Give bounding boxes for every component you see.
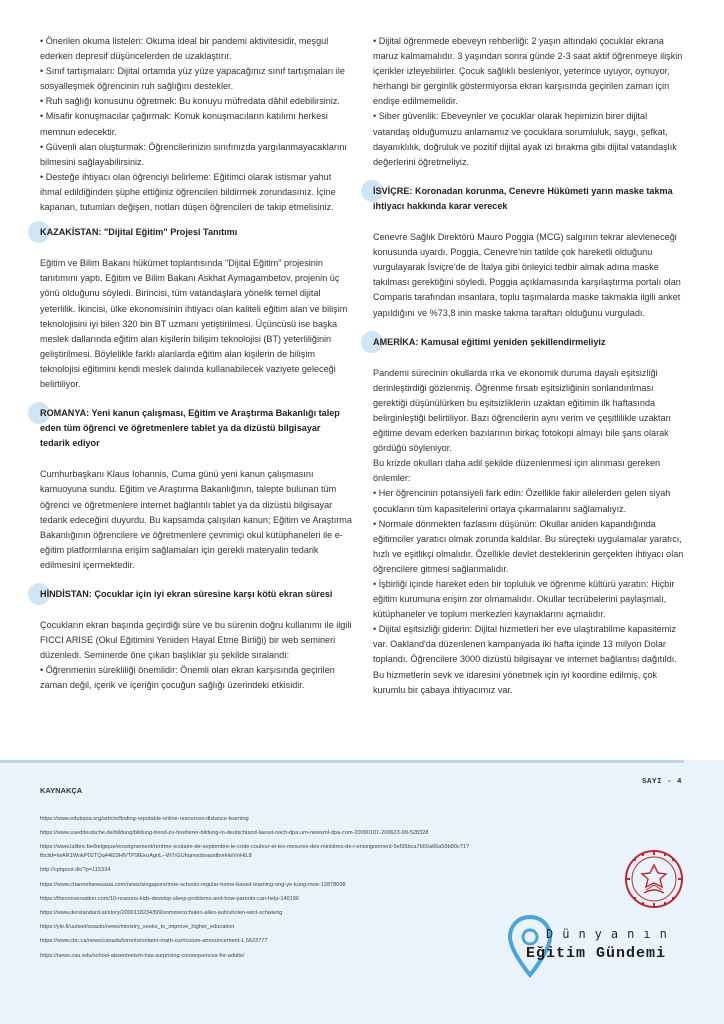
section-heading-amerika: [373, 335, 685, 350]
references-title: KAYNAKÇA: [40, 786, 83, 795]
left-column: [40, 34, 352, 694]
paragraph: Cumhurbaşkanı Klaus Iohannis, Cuma günü yeni kanun çalışmasını kamuoyuna sundu. Eğitim ve Araştırma Bakanlığının, talepte bulunan tüm öğrenci ve öğretmenlere internet bağlantılı tablet ya da dizüstü bilgisayar tedarik edeceğini duyurdu. Bu kapsamda çalışılan kanun; Eğitim ve Araştırma Bakanlığının öğrencilere ve öğretmenlere çevrimiçi okul kütüphaneleri ile e-eğitim platformlarına erişim sağlamaları için gerekli materyalin tedarik edilmesini içermektedir.: [40, 469, 352, 570]
brand-line-2: Eğitim Gündemi: [526, 945, 667, 962]
list-item: • Her öğrencinin potansiyeli fark edin: Özellikle fakir ailelerden gelen siyah çocukların tüm kapasitelerini ortaya çıkarmalarını sağlamalıyız.: [373, 488, 671, 514]
page-number: SAYI - 4: [642, 778, 683, 786]
list-item: • Dijital eşitsizliği giderin: Dijital hizmetleri her eve ulaştırabilme kapasitemiz var. Oakland'da düzenlenen kampanyada iki hafta içinde 13 milyon Dolar toplandı. Öğrencilere 3000 dizüstü bilgisayar ve internet bağlantısı dağıtıldı. Bu hizmetlerin sevk ve idaresini yönetmek için iyi koordine edilmiş, çok kurumlu bir çabaya ihtiyacımız var.: [373, 624, 677, 695]
list-item: • Dijital öğrenmede ebeveyn rehberliği: 2 yaşın altındaki çocuklar ekrana maruz kalmamalıdır. 3 yaşından sonra günde 2-3 saat aktif öğrenmeye ilişkin içerikler izleyebilirler. Çocuk sağlıklı besleniyor, yeterince uyuyor, oynuyor, herhangi bir gerginlik göstermiyorsa ekran karşısında geçirilen zaman için endişe edilmemelidir.: [373, 36, 683, 107]
right-column: [373, 34, 685, 698]
list-item: • Misafir konuşmacılar çağırmak: Konuk konuşmacıların katılımı herkesi memnun edecektir.: [40, 111, 328, 137]
footer-divider: [0, 760, 684, 763]
list-item: • Sınıf tartışmaları: Dijital ortamda yüz yüze yapacağınız sınıf tartışmaları ile sosyalleşmek öğrencinin ruh sağlığını destekler.: [40, 66, 345, 92]
heading-text: AMERİKA: Kamusal eğitimi yeniden şekillendirmeliyiz: [373, 336, 606, 347]
list-item: • İşbirliği içinde hareket eden bir topluluk ve öğrenme kültürü yaratın: Hiçbir eğitim kurumuna erişim zor olmamalıdır. Okullar tecrübelerini paylaşmalı, kütüphaneler ve toplum merkezleri kaynaklarını açmalıdır.: [373, 579, 675, 620]
ministry-seal-icon: [624, 849, 684, 909]
reference-link[interactable]: https://theconversation.com/10-reasons-kids-develop-sleep-problems-and-how-parents-can-help-140196: [40, 895, 300, 902]
list-item: • Normale dönmekten fazlasını düşünün: Okullar aniden kapandığında eğitimciler yaratıcı olmak zorunda kaldılar. Bu süreçteki uygulamalar yaratıcı, hızlı ve eşitlikçi olmalıdır. Özellikle devlet desteklerinin gerçekten ihtiyacı olan öğrencilere gitmesi sağlanmalıdır.: [373, 518, 684, 574]
heading-text: HİNDİSTAN: Çocuklar için iyi ekran süresine karşı kötü ekran süresi: [40, 589, 333, 599]
heading-text: İSVİÇRE: Koronadan korunma, Cenevre Hükûmeti yarın maske takma ihtiyacı hakkında karar verecek: [373, 185, 673, 211]
brand-line-1: Dünyanın: [546, 927, 676, 941]
section-heading-isvicre: [373, 184, 685, 214]
heading-text: ROMANYA: Yeni kanun çalışması, Eğitim ve Araştırma Bakanlığı talep eden tüm öğrenci ve öğretmenlere tablet ya da dizüstü bilgisayar tedarik ediyor: [40, 408, 340, 449]
references-list: [40, 812, 540, 963]
section-heading-hindistan: [40, 587, 352, 602]
reference-link[interactable]: https://www.cbc.ca/news/canada/toronto/ontario-math-curriculum-announcement-1.5623777: [40, 938, 268, 945]
section-heading-romanya: [40, 406, 352, 451]
reference-link[interactable]: https://www.derstandard.at/story/2000118234399/sommerschulen-alles-aufzuholen-wird-schwierig: [40, 910, 283, 917]
list-item: • Önerilen okuma listeleri: Okuma ideal bir pandemi aktivitesidir, meşgul ederken depresif düşüncelerden de uzaklaştırır.: [40, 36, 329, 62]
reference-link[interactable]: https://www.sueddeutsche.de/bildung/bildung-trend-zu-hoeherer-bildung-in-deutschland-laesst-nach-dpa.urn-newsml-dpa-com-20090101-200623-99-528328: [40, 830, 429, 837]
reference-link[interactable]: http://cphpost.dk/?p=115334: [40, 867, 111, 874]
reference-link[interactable]: https://www.edutopia.org/article/finding-reputable-online-resources-distance-learning: [40, 816, 249, 822]
paragraph: Çocukların ekran başında geçirdiği süre ve bu sürenin doğru kullanımı ile ilgili FICCI ARISE (Okul Eğitimini Yeniden Hayal Etme Birliği) bir web semineri düzenledi. Seminerde öne çıkan başlıklar şu şekilde sıralandı:: [40, 620, 352, 661]
reference-link[interactable]: https://yle.fi/uutiset/osasto/news/ministry_seeks_to_improve_higher_education: [40, 924, 235, 931]
reference-link[interactable]: https://news.osu.edu/school-absenteeism-has-surprising-consequences-for-adults/: [40, 952, 245, 959]
list-item: • Desteğe ihtiyacı olan öğrenciyi belirleme: Eğitimci olarak istismar yahut ihmal edildiğinden şüphe ettiğiniz öğrencileri bildirmek zorundasınız. İçine kapanan, tutumları değişen, notları düşen öğrencileri de takip etmelisiniz.: [40, 171, 336, 213]
list-item: • Öğrenmenin sürekliliği önemlidir: Önemli olan ekran karşısında geçirilen zaman değil, içerik ve içeriğin çocuğun sağlığı üzerindeki etkisidir.: [40, 665, 335, 691]
reference-link[interactable]: https://www.channelnewsasia.com/news/singapore/moe-schools-regular-home-based-learning-ong-ye-kung-moe-12878098: [40, 881, 346, 888]
heading-text: KAZAKİSTAN: "Dijital Eğitim" Projesi Tanıtımı: [40, 227, 238, 238]
paragraph: Bu krizde okulları daha adil şekilde düzenlenmesi için alınması gereken önlemler:: [373, 458, 661, 484]
section-heading-kazakistan: [40, 225, 352, 240]
reference-link[interactable]: https://www.lalibre.be/belgique/enseignement/rentree-scolaire-de-septembre-le-code-couleur-et-les-mesures-des-ministres-de-l-enseignement-5ef35bca7b50a66a59b80c71?fbclid=IwAR1WokP02TQq44t03HlVTP9fEkoAgnL--W7rGUhqmxoboaodbvrkIwVnHtL8: [40, 844, 470, 859]
paragraph: Pandemi sürecinin okullarda ırka ve ekonomik duruma dayalı eşitsizliği derinleştirdiği gözlenmiş. Öğrenme fırsatı eşitsizliğinin sonlandırılması gerektiği düşünülürken bu eşitsizliklerin uzaktan eğitimin ilk haftasında belirginleştiği belirtiliyor. Bazı öğrencilerin aynı verim ve çeşitlilikle uzaktan eğitime devam ederken bazılarının birkaç fotokopi almayı bile şans olarak gördüğü söyleniyor.: [373, 367, 671, 454]
paragraph: Cenevre Sağlık Direktörü Mauro Poggia (MCG) salgının tekrar alevleneceği konusunda uyardı. Poggia, Cenevre'nin tatilde çok hareketli olduğunu vurgulayarak İsviçre'de de İtalya gibi önleyici tedbir almak adına maske takılması gerektiğini söyledi. Poggia açıklamasında karşılaştırma portalı olan Comparis tarafından insanlara, toplu taşımalarda maske takmakla ilgili anket yapıldığını ve %73,8 inin maske takma taraftarı olduğunu vurguladı.: [373, 232, 681, 318]
brand-logo: [508, 915, 692, 1005]
paragraph: Eğitim ve Bilim Bakanı hükümet toplantısında "Dijital Eğitim" projesinin tanıtımını yaptı. Eğitim ve Bilim Bakanı Askhat Aymagambetov, projenin üç yönü olduğunu söyledi. Birincisi, tüm vatandaşlara yönelik temel dijital yeterlilik. İkincisi, ülke ekonomisinin ihtiyacı olan kaliteli eğitim alan ve bilişim teknolojisini iyi bilen 320 bin BT uzmanı yetiştirilmesi. Üçüncüsü ise başka meslek dallarında eğitim alan kişilerin bilişim teknolojisi (BT) yeterliliğinin geliştirilmesi. Böylelikle farklı alanlarda eğitim alan kişilerin de bilişim teknolojisi eğitimini kendi meslek dalında kullanabilecek vaziyete geleceği belirtiliyor.: [40, 258, 348, 389]
list-item: • Ruh sağlığı konusunu öğretmek: Bu konuyu müfredata dâhil edebilirsiniz.: [40, 96, 340, 107]
list-item: • Güvenli alan oluşturmak: Öğrencilerinizin sınıfınızda yargılanmayacaklarını bilmesini sağlayabilirsiniz.: [40, 141, 347, 167]
list-item: • Siber güvenlik: Ebeveynler ve çocuklar olarak hepimizin birer dijital vatandaş olduğumuzu anlamamız ve çocuklara sorumluluk, saygı, şefkat, dayanıklılık, doğruluk ve pozitif dijital ayak izi bırakma gibi dijital vatandaşlık değerlerini öğretmeliyiz.: [373, 111, 677, 167]
